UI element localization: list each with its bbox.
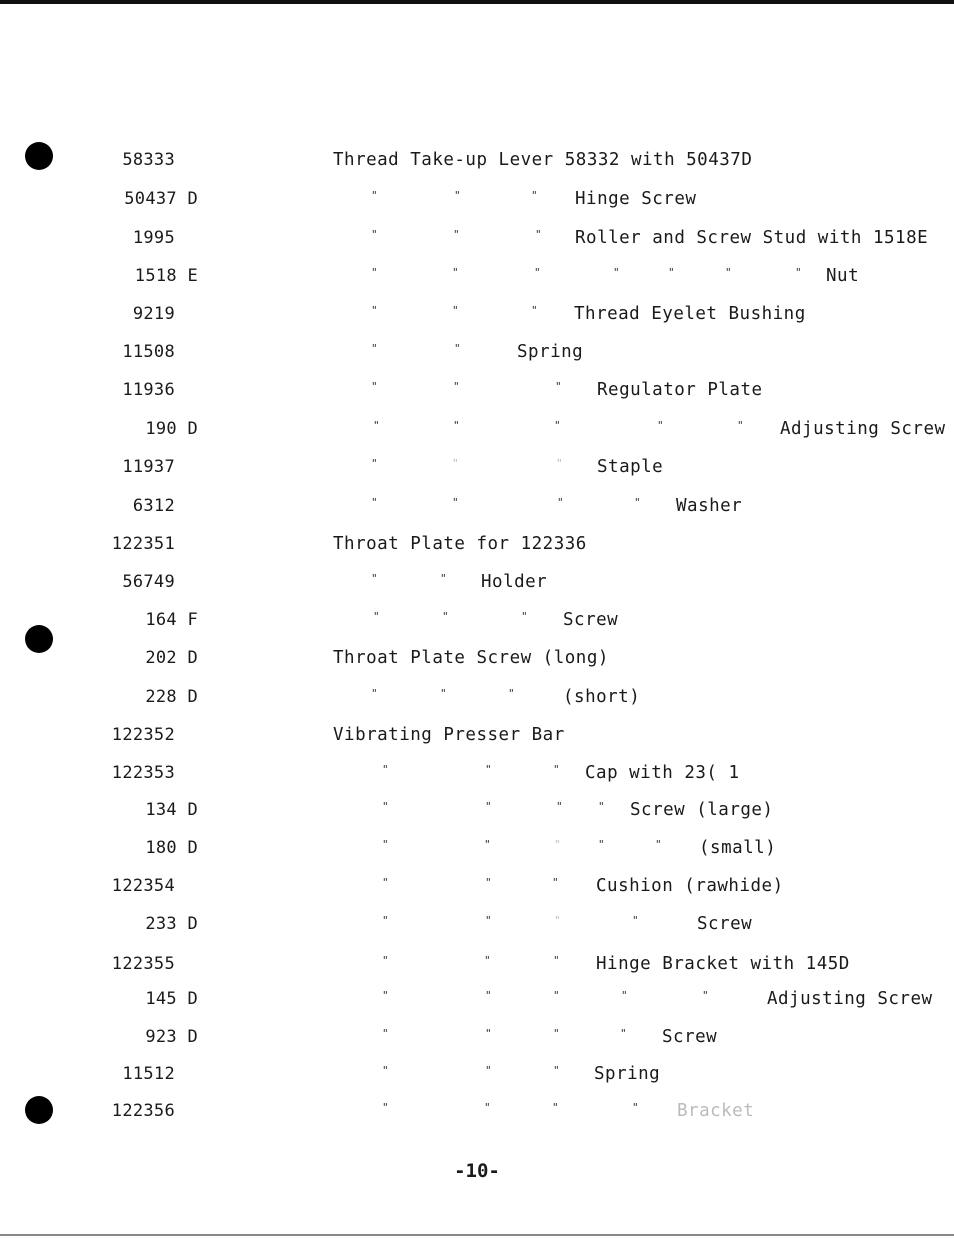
- part-description: Adjusting Screw: [780, 419, 946, 439]
- part-description: Cap with 23( 1: [585, 763, 740, 783]
- part-number: 180 D: [145, 838, 198, 858]
- ditto-mark: ": [382, 1064, 389, 1077]
- ditto-mark: ": [555, 380, 562, 393]
- ditto-mark: ": [553, 1027, 560, 1040]
- list-item: [0, 264, 954, 288]
- list-item: [0, 685, 954, 709]
- ditto-mark: ": [620, 1027, 627, 1040]
- part-description: Thread Take-up Lever 58332 with 50437D: [333, 150, 753, 170]
- ditto-mark: ": [598, 838, 605, 851]
- page-number: -10-: [454, 1160, 500, 1182]
- part-number: 164 F: [145, 610, 198, 630]
- part-number: 923 D: [145, 1027, 198, 1047]
- ditto-mark: ": [484, 954, 491, 967]
- ditto-mark: ": [485, 763, 492, 776]
- list-item: [0, 874, 954, 898]
- ditto-mark: ": [485, 914, 492, 927]
- list-item: [0, 455, 954, 479]
- ditto-mark: ": [598, 800, 605, 813]
- ditto-mark: ": [702, 989, 709, 1002]
- list-item: [0, 1099, 954, 1123]
- part-description: Thread Eyelet Bushing: [574, 304, 806, 324]
- list-item: [0, 798, 954, 822]
- ditto-mark: ": [382, 800, 389, 813]
- ditto-mark: ": [632, 914, 639, 927]
- part-number: 1518 E: [134, 266, 198, 286]
- part-description: Holder: [481, 572, 548, 592]
- ditto-mark: ": [725, 266, 732, 279]
- list-item: [0, 1062, 954, 1086]
- part-number: 6312: [132, 496, 175, 516]
- part-description: Hinge Bracket with 145D: [596, 954, 850, 974]
- ditto-mark: ": [371, 687, 378, 700]
- ditto-mark: ": [657, 419, 664, 432]
- ditto-mark: ": [634, 496, 641, 509]
- part-number: 190 D: [145, 419, 198, 439]
- part-description: Bracket: [677, 1101, 755, 1121]
- ditto-mark: ": [371, 457, 378, 470]
- part-number: 233 D: [145, 914, 198, 934]
- list-item: [0, 836, 954, 860]
- ditto-mark: ": [521, 610, 528, 623]
- ditto-mark: ": [485, 1064, 492, 1077]
- part-number: 122353: [111, 763, 175, 783]
- list-item: [0, 187, 954, 211]
- ditto-mark: ": [553, 1064, 560, 1077]
- list-item: [0, 148, 954, 172]
- bottom-border: [0, 1234, 954, 1236]
- part-number: 122356: [111, 1101, 175, 1121]
- ditto-mark: ": [553, 763, 560, 776]
- part-description: Hinge Screw: [575, 189, 697, 209]
- ditto-mark: ": [484, 1101, 491, 1114]
- ditto-mark: ": [554, 419, 561, 432]
- part-number: 11936: [122, 380, 175, 400]
- list-item: [0, 952, 954, 976]
- ditto-mark: ": [552, 876, 559, 889]
- ditto-mark: ": [452, 496, 459, 509]
- part-number: 134 D: [145, 800, 198, 820]
- part-description: Vibrating Presser Bar: [333, 725, 565, 745]
- part-number: 50437 D: [124, 189, 198, 209]
- ditto-mark: ": [621, 989, 628, 1002]
- list-item: [0, 570, 954, 594]
- ditto-mark: ": [453, 228, 460, 241]
- list-item: [0, 761, 954, 785]
- ditto-mark: ": [668, 266, 675, 279]
- list-item: [0, 378, 954, 402]
- ditto-mark: ": [382, 989, 389, 1002]
- part-number: 1995: [132, 228, 175, 248]
- ditto-mark: ": [554, 838, 561, 851]
- part-number: 202 D: [145, 648, 198, 668]
- ditto-mark: ": [485, 876, 492, 889]
- list-item: [0, 912, 954, 936]
- list-item: [0, 987, 954, 1011]
- part-description: Spring: [594, 1064, 661, 1084]
- ditto-mark: ": [553, 954, 560, 967]
- ditto-mark: ": [454, 342, 461, 355]
- ditto-mark: ": [382, 1027, 389, 1040]
- ditto-mark: ": [371, 380, 378, 393]
- part-description: Regulator Plate: [597, 380, 763, 400]
- part-number: 122351: [111, 534, 175, 554]
- part-number: 122352: [111, 725, 175, 745]
- ditto-mark: ": [371, 189, 378, 202]
- part-description: Screw: [563, 610, 619, 630]
- ditto-mark: ": [485, 800, 492, 813]
- ditto-mark: ": [737, 419, 744, 432]
- ditto-mark: ": [382, 954, 389, 967]
- ditto-mark: ": [556, 800, 563, 813]
- part-description: Roller and Screw Stud with 1518E: [575, 228, 929, 248]
- ditto-mark: ": [453, 419, 460, 432]
- ditto-mark: ": [552, 1101, 559, 1114]
- part-number: 228 D: [145, 687, 198, 707]
- ditto-mark: ": [655, 838, 662, 851]
- ditto-mark: ": [485, 989, 492, 1002]
- ditto-mark: ": [371, 266, 378, 279]
- ditto-mark: ": [371, 496, 378, 509]
- list-item: [0, 302, 954, 326]
- part-description: Throat Plate Screw (long): [333, 648, 609, 668]
- part-description: Screw (large): [630, 800, 774, 820]
- ditto-mark: ": [535, 228, 542, 241]
- ditto-mark: ": [613, 266, 620, 279]
- ditto-mark: ": [371, 342, 378, 355]
- ditto-mark: ": [371, 304, 378, 317]
- ditto-mark: ": [453, 380, 460, 393]
- part-description: Throat Plate for 122336: [333, 534, 587, 554]
- ditto-mark: ": [531, 189, 538, 202]
- part-description: Washer: [676, 496, 743, 516]
- part-description: Staple: [597, 457, 664, 477]
- ditto-mark: ": [508, 687, 515, 700]
- list-item: [0, 608, 954, 632]
- ditto-mark: ": [531, 304, 538, 317]
- part-number: 145 D: [145, 989, 198, 1009]
- list-item: [0, 417, 954, 441]
- ditto-mark: ": [382, 876, 389, 889]
- part-description: (short): [563, 687, 641, 707]
- ditto-mark: ": [557, 496, 564, 509]
- ditto-mark: ": [371, 228, 378, 241]
- ditto-mark: ": [382, 763, 389, 776]
- part-description: Screw: [662, 1027, 718, 1047]
- ditto-mark: ": [452, 266, 459, 279]
- ditto-mark: ": [553, 989, 560, 1002]
- ditto-mark: ": [373, 610, 380, 623]
- ditto-mark: ": [373, 419, 380, 432]
- list-item: [0, 646, 954, 670]
- ditto-mark: ": [534, 266, 541, 279]
- ditto-mark: ": [452, 457, 459, 470]
- ditto-mark: ": [795, 266, 802, 279]
- part-description: Cushion (rawhide): [596, 876, 784, 896]
- list-item: [0, 226, 954, 250]
- top-border: [0, 0, 954, 4]
- ditto-mark: ": [440, 572, 447, 585]
- part-number: 122355: [111, 954, 175, 974]
- ditto-mark: ": [484, 838, 491, 851]
- ditto-mark: ": [452, 304, 459, 317]
- ditto-mark: ": [632, 1101, 639, 1114]
- list-item: [0, 494, 954, 518]
- list-item: [0, 723, 954, 747]
- ditto-mark: ": [382, 1101, 389, 1114]
- part-number: 122354: [111, 876, 175, 896]
- ditto-mark: ": [371, 572, 378, 585]
- ditto-mark: ": [382, 914, 389, 927]
- part-description: (small): [699, 838, 777, 858]
- part-number: 11508: [122, 342, 175, 362]
- ditto-mark: ": [454, 189, 461, 202]
- ditto-mark: ": [382, 838, 389, 851]
- ditto-mark: ": [485, 1027, 492, 1040]
- ditto-mark: ": [554, 914, 561, 927]
- part-description: Nut: [826, 266, 860, 286]
- part-description: Screw: [697, 914, 753, 934]
- part-number: 56749: [122, 572, 175, 592]
- part-number: 11937: [122, 457, 175, 477]
- list-item: [0, 1025, 954, 1049]
- ditto-mark: ": [440, 687, 447, 700]
- ditto-mark: ": [556, 457, 563, 470]
- part-description: Spring: [517, 342, 584, 362]
- part-number: 58333: [122, 150, 175, 170]
- part-number: 11512: [122, 1064, 175, 1084]
- part-number: 9219: [132, 304, 175, 324]
- list-item: [0, 532, 954, 556]
- ditto-mark: ": [442, 610, 449, 623]
- part-description: Adjusting Screw: [767, 989, 933, 1009]
- list-item: [0, 340, 954, 364]
